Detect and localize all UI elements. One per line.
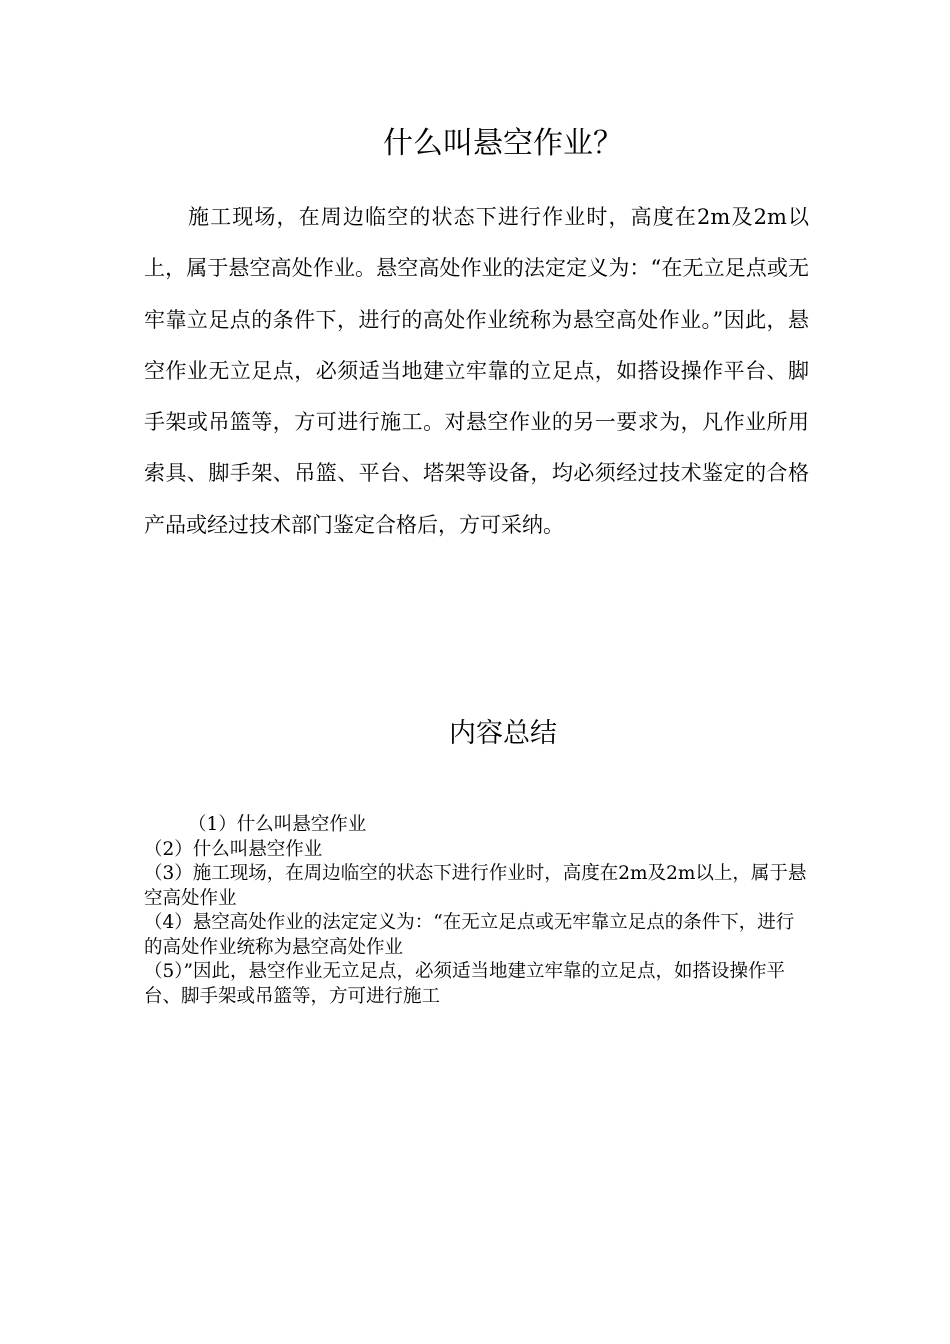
summary-item-5: （5）”因此，悬空作业无立足点，必须适当地建立牢靠的立足点，如搭设操作平台、脚手架或吊篮等，方可进行施工 xyxy=(144,961,785,1007)
summary-item-1: （1）什么叫悬空作业 xyxy=(188,814,367,835)
body-paragraph: 施工现场，在周边临空的状态下进行作业时，高度在2m及2m以上，属于悬空高处作业。悬空高处作业的法定定义为：“在无立足点或无牢靠立足点的条件下，进行的高处作业统称为悬空高处作业。”因此，悬空作业无立足点，必须适当地建立牢靠的立足点，如搭设操作平台、脚手架或吊篮等，方可进行施工。对悬空作业的另一要求为，凡作业所用索具、脚手架、吊篮、平台、塔架等设备，均必须经过技术鉴定的合格产品或经过技术部门鉴定合格后，方可采纳。 xyxy=(144,205,809,537)
summary-item-2: （2）什么叫悬空作业 xyxy=(144,838,323,860)
summary-title: 内容总结 xyxy=(449,718,557,749)
summary-list xyxy=(144,813,810,1009)
summary-item-3: （3）施工现场，在周边临空的状态下进行作业时，高度在2m及2m以上，属于悬空高处作业 xyxy=(144,863,807,909)
summary-item-4: （4）悬空高处作业的法定定义为：“在无立足点或无牢靠立足点的条件下，进行的高处作业统称为悬空高处作业 xyxy=(144,912,795,958)
document-title: 什么叫悬空作业？ xyxy=(383,126,623,161)
